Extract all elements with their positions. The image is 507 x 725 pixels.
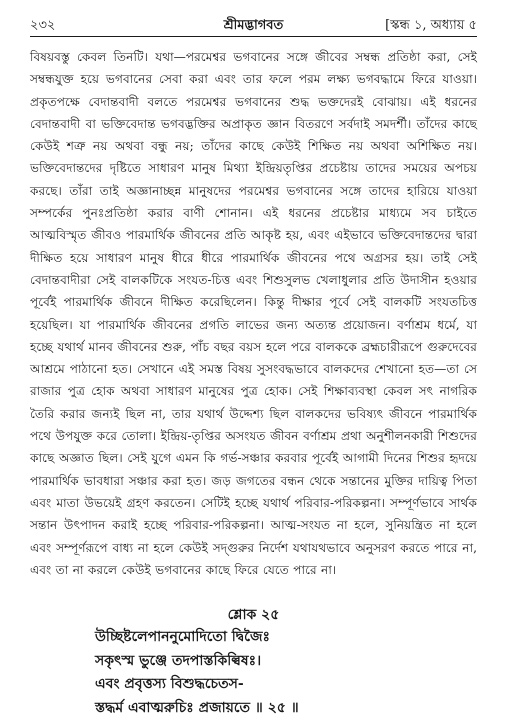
verse-block	[95, 626, 477, 720]
chapter-reference: [স্কন্ধ ১, অধ্যায় ৫	[385, 18, 477, 33]
verse-line-3: এবং প্রবৃত্তস্য বিশুদ্ধচেতস-	[95, 676, 244, 692]
purport-text	[30, 46, 477, 581]
body-paragraph: বিষয়বস্তু কেবল তিনটি। যথা—পরমেশ্বর ভগবানের সঙ্গে জীবের সম্বন্ধ প্রতিষ্ঠা করা, সেই সম্বন্ধযুক্ত হয়ে ভগবানের সেবা করা এবং তার ফলে পরম লক্ষ্য ভগবদ্ধামে ফিরে যাওয়া। প্রকৃতপক্ষে বেদান্তবাদী বলতে পরমেশ্বর ভগবানের শুদ্ধ ভক্তদেরই বোঝায়। এই ধরনের বেদান্তবাদী বা ভক্তিবেদান্ত ভগবদ্ভক্তির অপ্রাকৃত জ্ঞান বিতরণে সর্বদাই সমদর্শী। তাঁদের কাছে কেউই শত্রু নয় অথবা বন্ধু নয়; তাঁদের কাছে কেউই শিক্ষিত নয় অথবা অশিক্ষিত নয়। ভক্তিবেদান্তদের দৃষ্টিতে সাধারণ মানুষ মিথ্যা ইন্দ্রিয়তৃপ্তির প্রচেষ্টায় তাদের সময়ের অপচয় করছে। তাঁরা তাই অজ্ঞানাচ্ছন্ন মানুষদের পরমেশ্বর ভগবানের সঙ্গে তাদের হারিয়ে যাওয়া সম্পর্কের পুনঃপ্রতিষ্ঠা করার বাণী শোনান। এই ধরনের প্রচেষ্টার মাধ্যমে সব চাইতে আত্মবিস্মৃত জীবও পারমার্থিক জীবনের প্রতি আকৃষ্ট হয়, এবং এইভাবে ভক্তিবেদান্তদের দ্বারা দীক্ষিত হয়ে সাধারণ মানুষ ধীরে ধীরে পারমার্থিক জীবনের পথে অগ্রসর হয়। তাই সেই বেদান্তবাদীরা সেই বালকটিকে সংযত-চিত্ত এবং শিশুসুলভ খেলাধুলার প্রতি উদাসীন হওয়ার পূর্বেই পারমার্থিক জীবনে দীক্ষিত করেছিলেন। কিন্তু দীক্ষার পূর্বে সেই বালকটি সংযতচিত্ত হয়েছিল। যা পারমার্থিক জীবনের প্রগতি লাভের জন্য অত্যন্ত প্রয়োজন। বর্ণাশ্রম ধর্মে, যা হচ্ছে যথার্থ মানব জীবনের শুরু, পাঁচ বছর বয়স হলে পরে বালককে ব্রহ্মচারীরূপে গুরুদেবের আশ্রমে পাঠানো হত। সেখানে এই সমস্ত বিষয় সুসংবদ্ধভাবে বালকদের শেখানো হত—তা সে রাজার পুত্র হোক অথবা সাধারণ মানুষের পুত্র হোক। সেই শিক্ষাব্যবস্থা কেবল সৎ নাগরিক তৈরি করার জন্যই ছিল না, তার যথার্থ উদ্দেশ্য ছিল বালকদের ভবিষ্যৎ জীবনে পারমার্থিক পথে উপযুক্ত করে তোলা। ইন্দ্রিয়-তৃপ্তির অসংযত জীবন বর্ণাশ্রম প্রথা অনুশীলনকারী শিশুদের কাছে অজ্ঞাত ছিল। সেই যুগে এমন কি গর্ভ-সঞ্চার করবার পূর্বেই আগামী দিনের শিশুর হৃদয়ে পারমার্থিক ভাবধারা সঞ্চার করা হত। জড় জগতের বন্ধন থেকে সন্তানের মুক্তির দায়িত্ব পিতা এবং মাতা উভয়েই গ্রহণ করতেন। সেটিই হচ্ছে যথার্থ পরিবার-পরিকল্পনা। সম্পূর্ণভাবে সার্থক সন্তান উৎপাদন করাই হচ্ছে পরিবার-পরিকল্পনা। আত্ম-সংযত না হলে, সুনিয়ন্ত্রিত না হলে এবং সম্পূর্ণরূপে বাধ্য না হলে কেউই সদ্গুরুর নির্দেশ যথাযথভাবে অনুসরণ করতে পারে না, এবং তা না করলে কেউই ভগবানের কাছে ফিরে যেতে পারে না।	[30, 50, 477, 577]
verse-line-4: স্তদ্ধর্ম এবাত্মরুচিঃ প্রজায়তে ॥ ২৫ ॥	[95, 699, 299, 716]
verse-heading: শ্লোক ২৫	[227, 607, 280, 623]
running-header	[30, 14, 477, 37]
page-number: ২৩২	[30, 18, 56, 33]
running-title: শ্রীমদ্ভাগবত	[223, 18, 284, 33]
verse-line-2: সকৃৎস্ম ভুঞ্জে তদপাস্তকিল্বিষঃ।	[95, 652, 262, 669]
verse-line-1: উচ্ছিষ্টলেপাননুমোদিতো দ্বিজৈঃ	[95, 629, 270, 645]
